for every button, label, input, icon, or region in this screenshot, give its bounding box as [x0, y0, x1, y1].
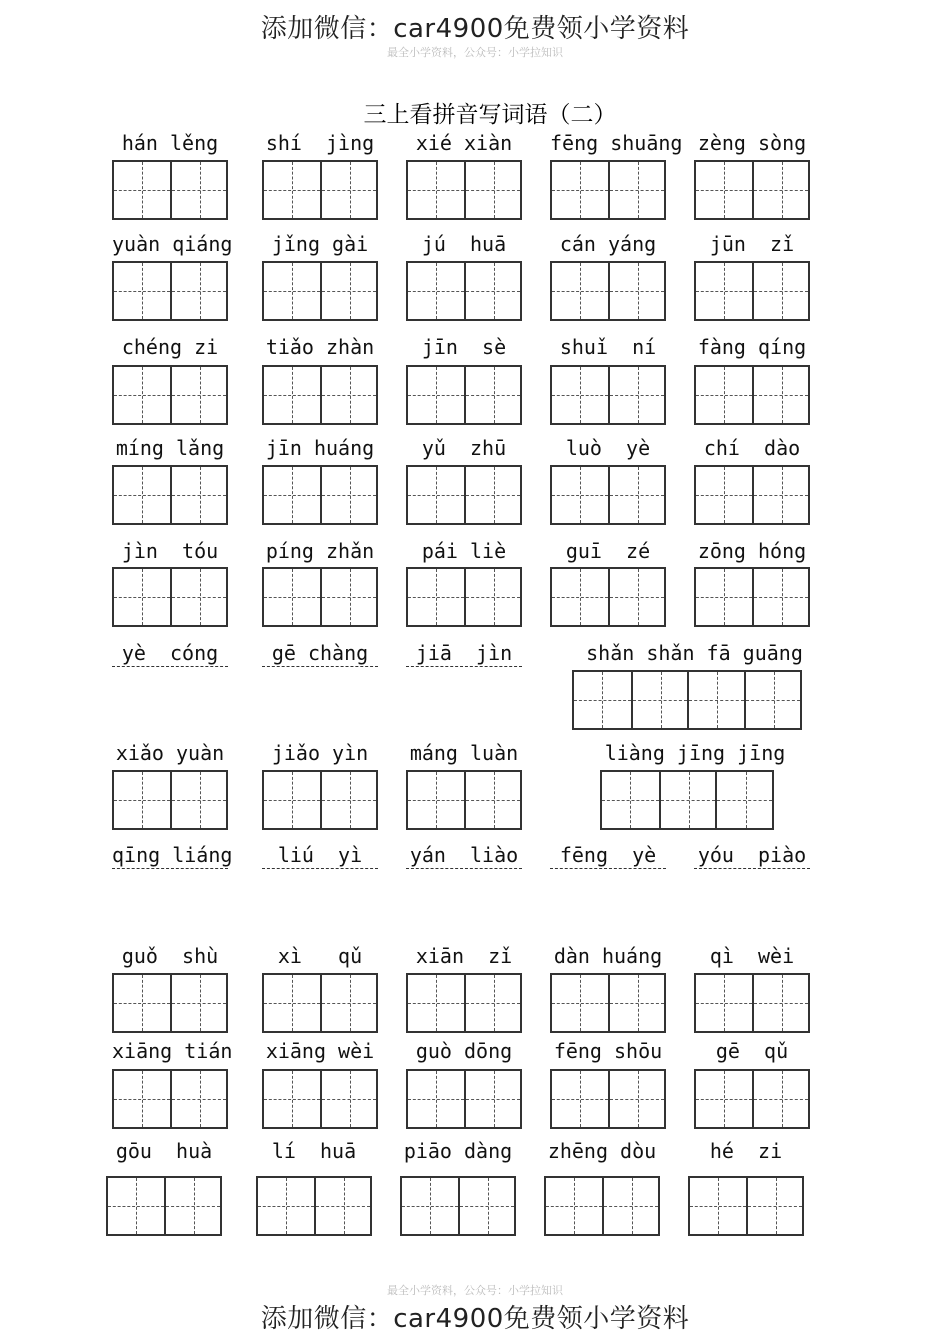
pinyin-label: gōu huà	[115, 1139, 213, 1163]
writing-grid[interactable]	[550, 160, 666, 220]
pinyin-label: zhēng dòu	[547, 1139, 657, 1163]
pinyin-label: piāo dàng	[403, 1139, 513, 1163]
pinyin-label: yè cóng	[112, 640, 228, 667]
writing-cell[interactable]	[170, 1071, 226, 1127]
pinyin-label: chéng zi	[121, 335, 219, 359]
writing-grid[interactable]	[406, 365, 522, 425]
pinyin-label: hé zi	[709, 1139, 783, 1163]
writing-cell[interactable]	[464, 772, 520, 828]
writing-grid[interactable]	[550, 365, 666, 425]
writing-cell[interactable]	[320, 975, 376, 1031]
pinyin-label: jiǎo yìn	[271, 741, 369, 765]
writing-cell[interactable]	[320, 467, 376, 523]
writing-cell[interactable]	[264, 263, 320, 319]
pinyin-label: zèng sòng	[697, 131, 807, 155]
writing-grid[interactable]	[544, 1176, 660, 1236]
writing-grid[interactable]	[600, 770, 774, 830]
writing-cell[interactable]	[552, 975, 608, 1031]
pinyin-label: liàng jīng jīng	[604, 741, 786, 765]
writing-cell[interactable]	[320, 1071, 376, 1127]
writing-cell[interactable]	[752, 569, 808, 625]
writing-cell[interactable]	[408, 467, 464, 523]
pinyin-label: jīn sè	[421, 335, 507, 359]
writing-cell[interactable]	[752, 263, 808, 319]
writing-cell[interactable]	[552, 1071, 608, 1127]
writing-cell[interactable]	[170, 367, 226, 423]
writing-grid[interactable]	[406, 261, 522, 321]
pinyin-label: dàn huáng	[553, 944, 663, 968]
writing-grid[interactable]	[572, 670, 802, 730]
writing-grid[interactable]	[406, 770, 522, 830]
pinyin-label: xiǎo yuàn	[115, 741, 225, 765]
writing-cell[interactable]	[164, 1178, 220, 1234]
pinyin-label: cán yáng	[559, 232, 657, 256]
writing-cell[interactable]	[170, 162, 226, 218]
writing-grid[interactable]	[550, 973, 666, 1033]
writing-cell[interactable]	[552, 162, 608, 218]
writing-cell[interactable]	[464, 162, 520, 218]
writing-grid[interactable]	[406, 973, 522, 1033]
pinyin-label: zōng hóng	[697, 539, 807, 563]
writing-grid[interactable]	[694, 973, 810, 1033]
pinyin-label: hán lěng	[121, 131, 219, 155]
writing-cell[interactable]	[552, 263, 608, 319]
writing-cell[interactable]	[608, 467, 664, 523]
writing-cell[interactable]	[264, 162, 320, 218]
writing-cell[interactable]	[114, 367, 170, 423]
writing-cell[interactable]	[170, 467, 226, 523]
pinyin-label: qīng liáng	[112, 843, 233, 867]
writing-grid[interactable]	[694, 465, 810, 525]
writing-cell[interactable]	[314, 1178, 370, 1234]
writing-grid[interactable]	[112, 365, 228, 425]
writing-grid[interactable]	[262, 770, 378, 830]
writing-cell[interactable]	[114, 772, 170, 828]
pinyin-label: xiāng tián	[112, 1039, 233, 1063]
writing-cell[interactable]	[602, 772, 659, 828]
pinyin-label: jú huā	[421, 232, 507, 256]
writing-cell[interactable]	[696, 975, 752, 1031]
writing-cell[interactable]	[464, 975, 520, 1031]
pinyin-label: shí jìng	[265, 131, 375, 155]
writing-grid[interactable]	[406, 567, 522, 627]
writing-grid[interactable]	[688, 1176, 804, 1236]
writing-cell[interactable]	[408, 772, 464, 828]
writing-cell[interactable]	[264, 975, 320, 1031]
writing-cell[interactable]	[464, 1071, 520, 1127]
writing-grid[interactable]	[262, 365, 378, 425]
faint-footer-text: 最全小学资料，公众号：小学拉知识	[387, 1284, 563, 1297]
pinyin-label: fàng qíng	[697, 335, 807, 359]
pinyin-label: tiǎo zhàn	[265, 335, 375, 359]
writing-grid[interactable]	[406, 160, 522, 220]
writing-grid[interactable]	[256, 1176, 372, 1236]
banner-top: 添加微信：car4900免费领小学资料	[260, 14, 690, 44]
writing-grid[interactable]	[106, 1176, 222, 1236]
writing-cell[interactable]	[552, 569, 608, 625]
writing-cell[interactable]	[608, 975, 664, 1031]
pinyin-label: gē qǔ	[715, 1039, 789, 1063]
writing-cell[interactable]	[258, 1178, 314, 1234]
writing-cell[interactable]	[659, 772, 716, 828]
writing-grid[interactable]	[262, 465, 378, 525]
pinyin-label: xiān zǐ	[415, 944, 513, 968]
writing-cell[interactable]	[746, 1178, 802, 1234]
writing-cell[interactable]	[170, 772, 226, 828]
pinyin-label: liú yì	[262, 842, 378, 869]
writing-cell[interactable]	[114, 975, 170, 1031]
writing-cell[interactable]	[264, 1071, 320, 1127]
writing-cell[interactable]	[402, 1178, 458, 1234]
writing-cell[interactable]	[264, 367, 320, 423]
writing-cell[interactable]	[546, 1178, 602, 1234]
writing-grid[interactable]	[550, 1069, 666, 1129]
pinyin-label: jiā jìn	[406, 640, 522, 667]
pinyin-label: píng zhǎn	[265, 539, 375, 563]
writing-cell[interactable]	[715, 772, 772, 828]
writing-cell[interactable]	[696, 1071, 752, 1127]
pinyin-label: yán liào	[406, 842, 522, 869]
writing-grid[interactable]	[112, 567, 228, 627]
writing-grid[interactable]	[112, 1069, 228, 1129]
writing-grid[interactable]	[694, 261, 810, 321]
pinyin-label: jǐng gài	[271, 232, 369, 256]
writing-cell[interactable]	[264, 772, 320, 828]
pinyin-label: fēng yè	[550, 842, 666, 869]
pinyin-label: lí huā	[271, 1139, 357, 1163]
writing-cell[interactable]	[114, 1071, 170, 1127]
page-title: 三上看拼音写词语（二）	[363, 102, 617, 128]
writing-cell[interactable]	[687, 672, 744, 728]
writing-cell[interactable]	[752, 367, 808, 423]
writing-cell[interactable]	[408, 367, 464, 423]
writing-grid[interactable]	[262, 567, 378, 627]
writing-grid[interactable]	[112, 261, 228, 321]
writing-grid[interactable]	[112, 465, 228, 525]
writing-cell[interactable]	[458, 1178, 514, 1234]
writing-cell[interactable]	[608, 162, 664, 218]
writing-cell[interactable]	[114, 162, 170, 218]
writing-cell[interactable]	[631, 672, 688, 728]
writing-cell[interactable]	[696, 162, 752, 218]
writing-cell[interactable]	[170, 975, 226, 1031]
writing-cell[interactable]	[114, 263, 170, 319]
writing-cell[interactable]	[752, 467, 808, 523]
writing-cell[interactable]	[320, 772, 376, 828]
writing-cell[interactable]	[602, 1178, 658, 1234]
writing-cell[interactable]	[752, 975, 808, 1031]
writing-cell[interactable]	[408, 569, 464, 625]
writing-cell[interactable]	[464, 467, 520, 523]
pinyin-label: fēng shōu	[553, 1039, 663, 1063]
writing-cell[interactable]	[114, 569, 170, 625]
pinyin-label: guǒ shù	[121, 944, 219, 968]
writing-cell[interactable]	[696, 569, 752, 625]
writing-cell[interactable]	[108, 1178, 164, 1234]
pinyin-label: máng luàn	[409, 741, 519, 765]
writing-cell[interactable]	[696, 263, 752, 319]
pinyin-label: yǔ zhū	[421, 436, 507, 460]
writing-cell[interactable]	[408, 263, 464, 319]
writing-cell[interactable]	[744, 672, 801, 728]
writing-cell[interactable]	[608, 263, 664, 319]
writing-cell[interactable]	[464, 367, 520, 423]
pinyin-label: fēng shuāng	[550, 131, 683, 155]
pinyin-label: qì wèi	[709, 944, 795, 968]
writing-grid[interactable]	[550, 261, 666, 321]
writing-cell[interactable]	[320, 367, 376, 423]
writing-cell[interactable]	[752, 162, 808, 218]
writing-cell[interactable]	[608, 569, 664, 625]
writing-grid[interactable]	[550, 465, 666, 525]
writing-cell[interactable]	[608, 1071, 664, 1127]
writing-cell[interactable]	[464, 569, 520, 625]
writing-grid[interactable]	[262, 160, 378, 220]
pinyin-label: yuàn qiáng	[112, 232, 233, 256]
pinyin-label: jìn tóu	[121, 539, 219, 563]
pinyin-label: gē chàng	[262, 640, 378, 667]
writing-grid[interactable]	[406, 465, 522, 525]
writing-cell[interactable]	[320, 162, 376, 218]
pinyin-label: luò yè	[565, 436, 651, 460]
banner-bottom: 添加微信：car4900免费领小学资料	[260, 1304, 690, 1334]
writing-grid[interactable]	[262, 261, 378, 321]
writing-cell[interactable]	[464, 263, 520, 319]
writing-grid[interactable]	[112, 770, 228, 830]
pinyin-label: xié xiàn	[415, 131, 513, 155]
faint-header-text: 最全小学资料，公众号：小学拉知识	[387, 46, 563, 59]
pinyin-label: xiāng wèi	[265, 1039, 375, 1063]
writing-cell[interactable]	[696, 467, 752, 523]
writing-grid[interactable]	[694, 1069, 810, 1129]
writing-cell[interactable]	[114, 467, 170, 523]
pinyin-label: chí dào	[703, 436, 801, 460]
writing-cell[interactable]	[574, 672, 631, 728]
writing-cell[interactable]	[170, 569, 226, 625]
pinyin-label: guò dōng	[415, 1039, 513, 1063]
writing-grid[interactable]	[406, 1069, 522, 1129]
writing-cell[interactable]	[408, 975, 464, 1031]
writing-grid[interactable]	[550, 567, 666, 627]
writing-cell[interactable]	[696, 367, 752, 423]
pinyin-label: yóu piào	[694, 842, 810, 869]
pinyin-label: míng lǎng	[115, 436, 225, 460]
writing-cell[interactable]	[264, 569, 320, 625]
writing-cell[interactable]	[264, 467, 320, 523]
writing-cell[interactable]	[608, 367, 664, 423]
writing-cell[interactable]	[690, 1178, 746, 1234]
pinyin-label: shuǐ ní	[559, 335, 657, 359]
writing-grid[interactable]	[112, 160, 228, 220]
pinyin-label: jīn huáng	[265, 436, 375, 460]
writing-cell[interactable]	[408, 162, 464, 218]
pinyin-label: shǎn shǎn fā guāng	[586, 641, 803, 665]
writing-grid[interactable]	[694, 567, 810, 627]
writing-cell[interactable]	[552, 467, 608, 523]
pinyin-label: xì qǔ	[277, 944, 363, 968]
writing-cell[interactable]	[320, 569, 376, 625]
pinyin-label: guī zé	[565, 539, 651, 563]
pinyin-label: jūn zǐ	[709, 232, 795, 256]
writing-cell[interactable]	[320, 263, 376, 319]
writing-cell[interactable]	[552, 367, 608, 423]
writing-grid[interactable]	[694, 160, 810, 220]
writing-cell[interactable]	[752, 1071, 808, 1127]
writing-grid[interactable]	[112, 973, 228, 1033]
writing-cell[interactable]	[170, 263, 226, 319]
pinyin-label: pái liè	[421, 539, 507, 563]
writing-grid[interactable]	[400, 1176, 516, 1236]
writing-grid[interactable]	[262, 1069, 378, 1129]
writing-grid[interactable]	[694, 365, 810, 425]
writing-cell[interactable]	[408, 1071, 464, 1127]
writing-grid[interactable]	[262, 973, 378, 1033]
